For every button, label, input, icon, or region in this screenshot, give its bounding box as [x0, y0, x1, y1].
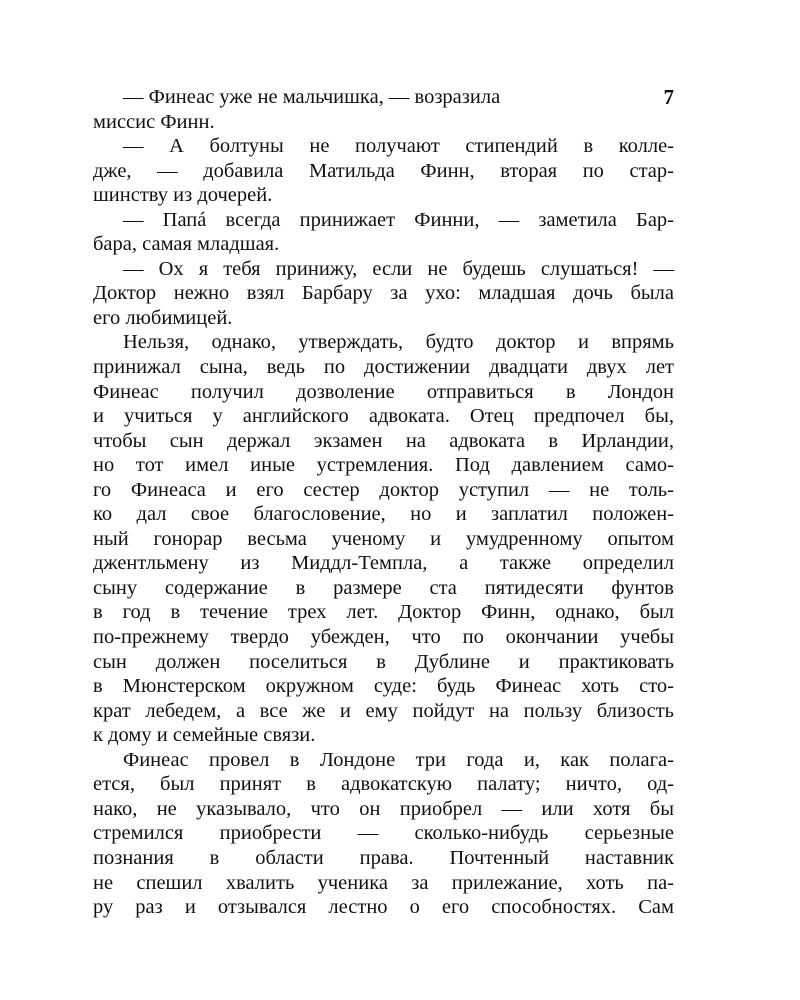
text-line: ру раз и отзывался лестно о его способностях. Сам: [93, 896, 674, 919]
text-line: принижал сына, ведь по достижении двадцати двух лет: [93, 356, 674, 379]
text-line: сыну содержание в размере ста пятидесяти фунтов: [93, 576, 674, 599]
text-line: дже, — добавила Матильда Финн, вторая по стар-: [93, 159, 674, 182]
text-line: — Финеас уже не мальчишка, — возразила: [123, 86, 501, 108]
text-line: ется, был принят в адвокатскую палату; ничто, од-: [93, 773, 674, 796]
text-line: шинству из дочерей.: [93, 184, 273, 207]
text-line: ко дал свое благословение, но и заплатил положен-: [93, 503, 674, 526]
text-line: его любимицей.: [93, 306, 233, 329]
text-line: сын должен поселиться в Дублине и практиковать: [93, 650, 674, 673]
text-line: стремился приобрести — сколько-нибудь серьезные: [93, 822, 674, 845]
text-line: познания в области права. Почтенный наставник: [93, 846, 674, 869]
text-line: ный гонорар весьма ученому и умудренному опытом: [93, 527, 674, 550]
text-line: к дому и семейные связи.: [93, 724, 316, 747]
text-line: Финеас провел в Лондоне три года и, как полага-: [123, 748, 674, 771]
text-line: бара, самая младшая.: [93, 233, 280, 256]
text-line: — Папá всегда принижает Финни, — заметила Бар-: [123, 208, 674, 231]
text-line: — А болтуны не получают стипендий в колле-: [123, 135, 674, 158]
text-line: Финеас получил дозволение отправиться в Лондон: [93, 380, 674, 403]
text-line: в Мюнстерском окружном суде: будь Финеас хоть сто-: [93, 675, 674, 698]
text-line: миссис Финн.: [93, 110, 215, 133]
text-line: джентльмену из Миддл-Темпла, а также определил: [93, 552, 674, 575]
text-line: крат лебедем, а все же и ему пойдут на пользу близость: [93, 699, 674, 722]
text-line: Доктор нежно взял Барбару за ухо: младшая дочь была: [93, 282, 674, 305]
text-line: но тот имел иные устремления. Под давлением само-: [93, 454, 674, 477]
text-line: не спешил хвалить ученика за прилежание, хоть па-: [93, 871, 674, 894]
text-line: чтобы сын держал экзамен на адвоката в Ирландии,: [93, 429, 674, 452]
text-line: — Ох я тебя принижу, если не будешь слушаться! —: [123, 257, 674, 280]
text-line: по-прежнему твердо убежден, что по окончании учебы: [93, 626, 674, 649]
body-text: [93, 85, 674, 920]
text-line: го Финеаса и его сестер доктор уступил — не толь-: [93, 478, 674, 501]
page-number: 7: [663, 85, 674, 109]
text-line: в год в течение трех лет. Доктор Финн, однако, был: [93, 601, 674, 624]
text-line: нако, не указывало, что он приобрел — или хотя бы: [93, 797, 674, 820]
text-line: и учиться у английского адвоката. Отец предпочел бы,: [93, 405, 674, 428]
text-line: Нельзя, однако, утверждать, будто доктор и впрямь: [123, 331, 674, 354]
